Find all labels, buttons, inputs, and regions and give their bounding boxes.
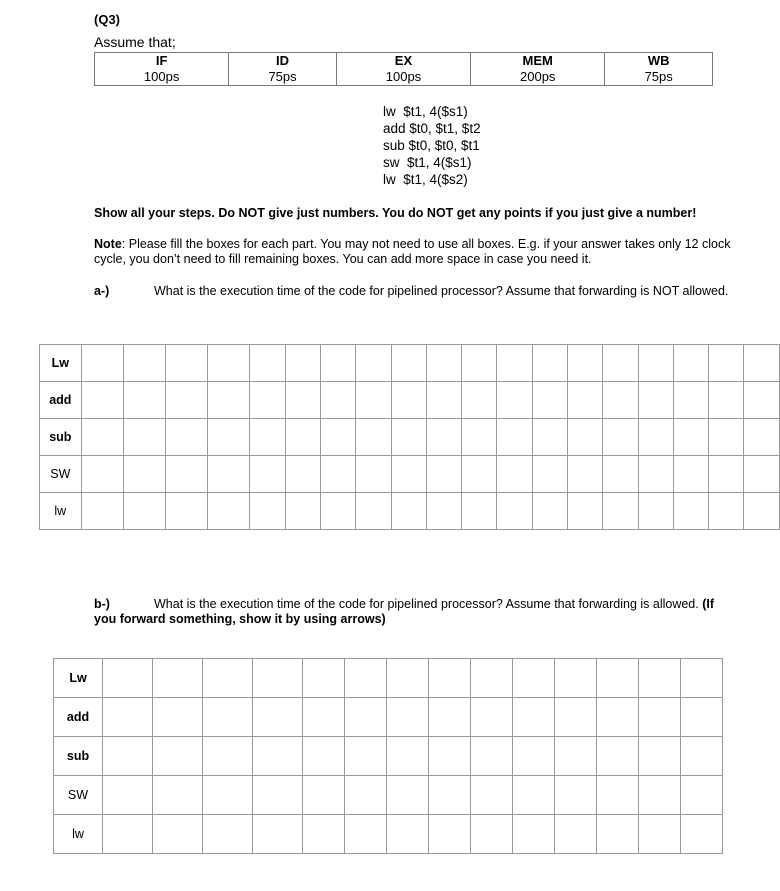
- grid-a-cycle-cell[interactable]: [123, 456, 165, 493]
- grid-b-cycle-cell[interactable]: [681, 698, 723, 737]
- stage-value-id: 75ps: [229, 69, 337, 86]
- question-label: (Q3): [94, 12, 120, 27]
- stage-value-ex: 100ps: [336, 69, 470, 86]
- grid-a-cycle-cell[interactable]: [744, 419, 780, 456]
- grid-a-cycle-cell[interactable]: [208, 419, 250, 456]
- grid-b-cycle-cell[interactable]: [429, 776, 471, 815]
- grid-a-cycle-cell[interactable]: [285, 493, 320, 530]
- instructions-text: Show all your steps. Do NOT give just numbers. You do NOT get any points if you just give a number!: [94, 206, 697, 220]
- instruction-row-label: add: [40, 382, 82, 419]
- grid-b-cycle-cell[interactable]: [597, 698, 639, 737]
- grid-a-cycle-cell[interactable]: [462, 493, 497, 530]
- grid-b-cycle-cell[interactable]: [303, 776, 345, 815]
- grid-a-cycle-cell[interactable]: [250, 456, 285, 493]
- code-line: sub $t0, $t0, $t1: [383, 138, 480, 153]
- grid-a-cycle-cell[interactable]: [208, 345, 250, 382]
- grid-b-cycle-cell[interactable]: [429, 815, 471, 854]
- grid-b-cycle-cell[interactable]: [429, 698, 471, 737]
- grid-a-cycle-cell[interactable]: [497, 456, 532, 493]
- grid-a-cycle-cell[interactable]: [462, 456, 497, 493]
- grid-b-cycle-cell[interactable]: [253, 815, 303, 854]
- grid-row: [54, 659, 723, 698]
- grid-a-cycle-cell[interactable]: [391, 382, 426, 419]
- grid-a-cycle-cell[interactable]: [356, 419, 391, 456]
- grid-a-cycle-cell[interactable]: [165, 419, 207, 456]
- grid-b-cycle-cell[interactable]: [253, 737, 303, 776]
- instruction-row-label: sub: [40, 419, 82, 456]
- grid-a-cycle-cell[interactable]: [391, 345, 426, 382]
- grid-a-cycle-cell[interactable]: [567, 419, 602, 456]
- grid-a-cycle-cell[interactable]: [567, 456, 602, 493]
- grid-b-cycle-cell[interactable]: [345, 815, 387, 854]
- grid-b-cycle-cell[interactable]: [639, 659, 681, 698]
- grid-a-cycle-cell[interactable]: [673, 382, 708, 419]
- grid-b-cycle-cell[interactable]: [471, 737, 513, 776]
- grid-b-cycle-cell[interactable]: [103, 659, 153, 698]
- grid-a-cycle-cell[interactable]: [250, 382, 285, 419]
- grid-b-cycle-cell[interactable]: [597, 737, 639, 776]
- grid-b-cycle-cell[interactable]: [513, 698, 555, 737]
- grid-a-cycle-cell[interactable]: [426, 382, 461, 419]
- grid-a-cycle-cell[interactable]: [123, 493, 165, 530]
- grid-a-cycle-cell[interactable]: [638, 456, 673, 493]
- grid-row: [54, 737, 723, 776]
- grid-a-cycle-cell[interactable]: [497, 419, 532, 456]
- grid-b-cycle-cell[interactable]: [555, 698, 597, 737]
- grid-b-cycle-cell[interactable]: [639, 698, 681, 737]
- grid-a-cycle-cell[interactable]: [81, 419, 123, 456]
- grid-a-cycle-cell[interactable]: [497, 382, 532, 419]
- grid-a-cycle-cell[interactable]: [673, 493, 708, 530]
- code-listing: [383, 103, 481, 188]
- grid-a-cycle-cell[interactable]: [744, 345, 780, 382]
- grid-b-cycle-cell[interactable]: [253, 659, 303, 698]
- grid-a-cycle-cell[interactable]: [638, 493, 673, 530]
- grid-b-cycle-cell[interactable]: [597, 815, 639, 854]
- grid-a-cycle-cell[interactable]: [567, 382, 602, 419]
- grid-a-cycle-cell[interactable]: [356, 493, 391, 530]
- code-line: add $t0, $t1, $t2: [383, 121, 481, 136]
- grid-b-cycle-cell[interactable]: [103, 815, 153, 854]
- part-a-text: What is the execution time of the code for pipelined processor? Assume that forwarding is NOT allowed.: [154, 284, 729, 298]
- grid-a-cycle-cell[interactable]: [391, 456, 426, 493]
- grid-b-cycle-cell[interactable]: [203, 737, 253, 776]
- grid-b-cycle-cell[interactable]: [429, 659, 471, 698]
- part-a-question: [94, 284, 734, 299]
- grid-a-cycle-cell[interactable]: [123, 419, 165, 456]
- grid-a-cycle-cell[interactable]: [165, 493, 207, 530]
- part-a-tag: a-): [94, 284, 110, 298]
- grid-a-cycle-cell[interactable]: [497, 493, 532, 530]
- grid-b-cycle-cell[interactable]: [203, 815, 253, 854]
- grid-b-cycle-cell[interactable]: [203, 776, 253, 815]
- grid-b-cycle-cell[interactable]: [471, 659, 513, 698]
- grid-b-cycle-cell[interactable]: [153, 659, 203, 698]
- grid-a-cycle-cell[interactable]: [165, 382, 207, 419]
- grid-a-cycle-cell[interactable]: [567, 493, 602, 530]
- grid-a-cycle-cell[interactable]: [356, 345, 391, 382]
- grid-a-cycle-cell[interactable]: [391, 419, 426, 456]
- grid-a-cycle-cell[interactable]: [426, 345, 461, 382]
- grid-a-cycle-cell[interactable]: [320, 493, 355, 530]
- grid-row: [54, 776, 723, 815]
- grid-a-cycle-cell[interactable]: [673, 456, 708, 493]
- grid-b-cycle-cell[interactable]: [303, 815, 345, 854]
- grid-b-cycle-cell[interactable]: [555, 776, 597, 815]
- grid-a-cycle-cell[interactable]: [81, 345, 123, 382]
- code-line: lw $t1, 4($s2): [383, 172, 468, 187]
- grid-a-cycle-cell[interactable]: [250, 345, 285, 382]
- grid-a-cycle-cell[interactable]: [462, 382, 497, 419]
- grid-row: [40, 345, 780, 382]
- grid-a-cycle-cell[interactable]: [426, 419, 461, 456]
- grid-b-cycle-cell[interactable]: [681, 776, 723, 815]
- instruction-row-label: Lw: [54, 659, 103, 698]
- grid-b-cycle-cell[interactable]: [555, 659, 597, 698]
- pipeline-grid-b: [53, 658, 723, 854]
- grid-a-cycle-cell[interactable]: [532, 493, 567, 530]
- stage-value-if: 100ps: [95, 69, 229, 86]
- grid-a-cycle-cell[interactable]: [208, 456, 250, 493]
- grid-b-cycle-cell[interactable]: [471, 698, 513, 737]
- grid-a-cycle-cell[interactable]: [285, 345, 320, 382]
- grid-b-cycle-cell[interactable]: [555, 815, 597, 854]
- grid-a-cycle-cell[interactable]: [208, 493, 250, 530]
- grid-a-cycle-cell[interactable]: [603, 493, 638, 530]
- grid-a-cycle-cell[interactable]: [250, 493, 285, 530]
- grid-b-cycle-cell[interactable]: [345, 776, 387, 815]
- part-b-question: [94, 597, 734, 627]
- grid-a-cycle-cell[interactable]: [709, 345, 744, 382]
- instruction-row-label: SW: [40, 456, 82, 493]
- note-paragraph: [94, 237, 734, 267]
- grid-a-cycle-cell[interactable]: [208, 382, 250, 419]
- grid-a-cycle-cell[interactable]: [320, 456, 355, 493]
- grid-b-cycle-cell[interactable]: [153, 776, 203, 815]
- grid-b-cycle-cell[interactable]: [513, 659, 555, 698]
- grid-a-cycle-cell[interactable]: [320, 382, 355, 419]
- assume-text: Assume that;: [94, 34, 176, 50]
- grid-b-cycle-cell[interactable]: [103, 698, 153, 737]
- grid-a-cycle-cell[interactable]: [81, 382, 123, 419]
- grid-b-cycle-cell[interactable]: [639, 776, 681, 815]
- grid-a-cycle-cell[interactable]: [165, 456, 207, 493]
- instruction-row-label: sub: [54, 737, 103, 776]
- stage-header-ex: EX: [336, 53, 470, 70]
- grid-a-cycle-cell[interactable]: [285, 456, 320, 493]
- grid-a-cycle-cell[interactable]: [356, 382, 391, 419]
- grid-b-cycle-cell[interactable]: [253, 776, 303, 815]
- grid-row: [54, 698, 723, 737]
- grid-b-cycle-cell[interactable]: [513, 815, 555, 854]
- stage-header-mem: MEM: [471, 53, 605, 70]
- grid-a-cycle-cell[interactable]: [744, 493, 780, 530]
- pipeline-grid-a: [39, 344, 780, 530]
- grid-a-cycle-cell[interactable]: [320, 419, 355, 456]
- grid-b-cycle-cell[interactable]: [429, 737, 471, 776]
- grid-row: [40, 456, 780, 493]
- part-b-text: What is the execution time of the code for pipelined processor? Assume that forwarding is allowed.: [154, 597, 699, 611]
- grid-a-cycle-cell[interactable]: [426, 456, 461, 493]
- grid-b-cycle-cell[interactable]: [681, 659, 723, 698]
- grid-b-cycle-cell[interactable]: [203, 698, 253, 737]
- grid-b-cycle-cell[interactable]: [639, 815, 681, 854]
- code-line: sw $t1, 4($s1): [383, 155, 472, 170]
- grid-a-cycle-cell[interactable]: [391, 493, 426, 530]
- grid-a-cycle-cell[interactable]: [320, 345, 355, 382]
- grid-b-cycle-cell[interactable]: [153, 737, 203, 776]
- grid-a-cycle-cell[interactable]: [123, 382, 165, 419]
- grid-b-cycle-cell[interactable]: [639, 737, 681, 776]
- grid-a-cycle-cell[interactable]: [709, 493, 744, 530]
- grid-a-cycle-cell[interactable]: [603, 419, 638, 456]
- grid-b-cycle-cell[interactable]: [303, 737, 345, 776]
- grid-a-cycle-cell[interactable]: [638, 382, 673, 419]
- stage-latency-table: [94, 52, 713, 86]
- grid-row: [40, 419, 780, 456]
- grid-b-cycle-cell[interactable]: [153, 698, 203, 737]
- grid-a-cycle-cell[interactable]: [603, 345, 638, 382]
- grid-a-cycle-cell[interactable]: [426, 493, 461, 530]
- part-b-bold-text: (If you forward something, show it by using arrows): [94, 597, 715, 626]
- grid-b-cycle-cell[interactable]: [471, 815, 513, 854]
- grid-b-cycle-cell[interactable]: [345, 737, 387, 776]
- grid-b-cycle-cell[interactable]: [345, 659, 387, 698]
- instruction-row-label: SW: [54, 776, 103, 815]
- stage-header-id: ID: [229, 53, 337, 70]
- grid-row: [40, 493, 780, 530]
- grid-b-cycle-cell[interactable]: [203, 659, 253, 698]
- grid-a-cycle-cell[interactable]: [250, 419, 285, 456]
- instruction-row-label: Lw: [40, 345, 82, 382]
- grid-b-cycle-cell[interactable]: [387, 737, 429, 776]
- grid-a-cycle-cell[interactable]: [532, 382, 567, 419]
- note-label: Note: [94, 237, 122, 251]
- instruction-row-label: lw: [54, 815, 103, 854]
- grid-b-cycle-cell[interactable]: [103, 737, 153, 776]
- instruction-row-label: add: [54, 698, 103, 737]
- grid-b-cycle-cell[interactable]: [387, 815, 429, 854]
- stage-header-if: IF: [95, 53, 229, 70]
- grid-b-cycle-cell[interactable]: [303, 659, 345, 698]
- grid-a-cycle-cell[interactable]: [673, 345, 708, 382]
- grid-a-cycle-cell[interactable]: [462, 345, 497, 382]
- grid-a-cycle-cell[interactable]: [709, 419, 744, 456]
- grid-b-cycle-cell[interactable]: [513, 776, 555, 815]
- grid-a-cycle-cell[interactable]: [532, 419, 567, 456]
- grid-b-cycle-cell[interactable]: [387, 659, 429, 698]
- grid-a-cycle-cell[interactable]: [123, 345, 165, 382]
- grid-a-cycle-cell[interactable]: [356, 456, 391, 493]
- grid-b-cycle-cell[interactable]: [681, 737, 723, 776]
- grid-b-cycle-cell[interactable]: [153, 815, 203, 854]
- grid-a-cycle-cell[interactable]: [81, 456, 123, 493]
- note-text: : Please fill the boxes for each part. You may not need to use all boxes. E.g. if your answer takes only 12 clock cycle, you don’t need to fill remaining boxes. You can add more space in case you need it.: [94, 237, 731, 266]
- grid-b-cycle-cell[interactable]: [303, 698, 345, 737]
- grid-a-cycle-cell[interactable]: [603, 456, 638, 493]
- grid-b-cycle-cell[interactable]: [471, 776, 513, 815]
- grid-b-cycle-cell[interactable]: [387, 776, 429, 815]
- grid-row: [54, 815, 723, 854]
- grid-a-cycle-cell[interactable]: [638, 419, 673, 456]
- grid-a-cycle-cell[interactable]: [497, 345, 532, 382]
- grid-b-cycle-cell[interactable]: [345, 698, 387, 737]
- instruction-row-label: lw: [40, 493, 82, 530]
- grid-a-cycle-cell[interactable]: [638, 345, 673, 382]
- grid-a-cycle-cell[interactable]: [532, 456, 567, 493]
- grid-a-cycle-cell[interactable]: [709, 456, 744, 493]
- stage-header-wb: WB: [605, 53, 713, 70]
- grid-a-cycle-cell[interactable]: [285, 382, 320, 419]
- grid-a-cycle-cell[interactable]: [603, 382, 638, 419]
- grid-a-cycle-cell[interactable]: [567, 345, 602, 382]
- grid-b-cycle-cell[interactable]: [103, 776, 153, 815]
- grid-a-cycle-cell[interactable]: [532, 345, 567, 382]
- grid-a-cycle-cell[interactable]: [744, 456, 780, 493]
- grid-b-cycle-cell[interactable]: [597, 776, 639, 815]
- grid-a-cycle-cell[interactable]: [673, 419, 708, 456]
- grid-a-cycle-cell[interactable]: [462, 419, 497, 456]
- stage-value-mem: 200ps: [471, 69, 605, 86]
- stage-value-wb: 75ps: [605, 69, 713, 86]
- grid-b-cycle-cell[interactable]: [681, 815, 723, 854]
- grid-b-cycle-cell[interactable]: [387, 698, 429, 737]
- grid-row: [40, 382, 780, 419]
- grid-a-cycle-cell[interactable]: [709, 382, 744, 419]
- grid-a-cycle-cell[interactable]: [81, 493, 123, 530]
- grid-b-cycle-cell[interactable]: [513, 737, 555, 776]
- grid-a-cycle-cell[interactable]: [165, 345, 207, 382]
- grid-b-cycle-cell[interactable]: [253, 698, 303, 737]
- grid-b-cycle-cell[interactable]: [555, 737, 597, 776]
- part-b-tag: b-): [94, 597, 110, 611]
- grid-b-cycle-cell[interactable]: [597, 659, 639, 698]
- grid-a-cycle-cell[interactable]: [285, 419, 320, 456]
- code-line: lw $t1, 4($s1): [383, 104, 468, 119]
- grid-a-cycle-cell[interactable]: [744, 382, 780, 419]
